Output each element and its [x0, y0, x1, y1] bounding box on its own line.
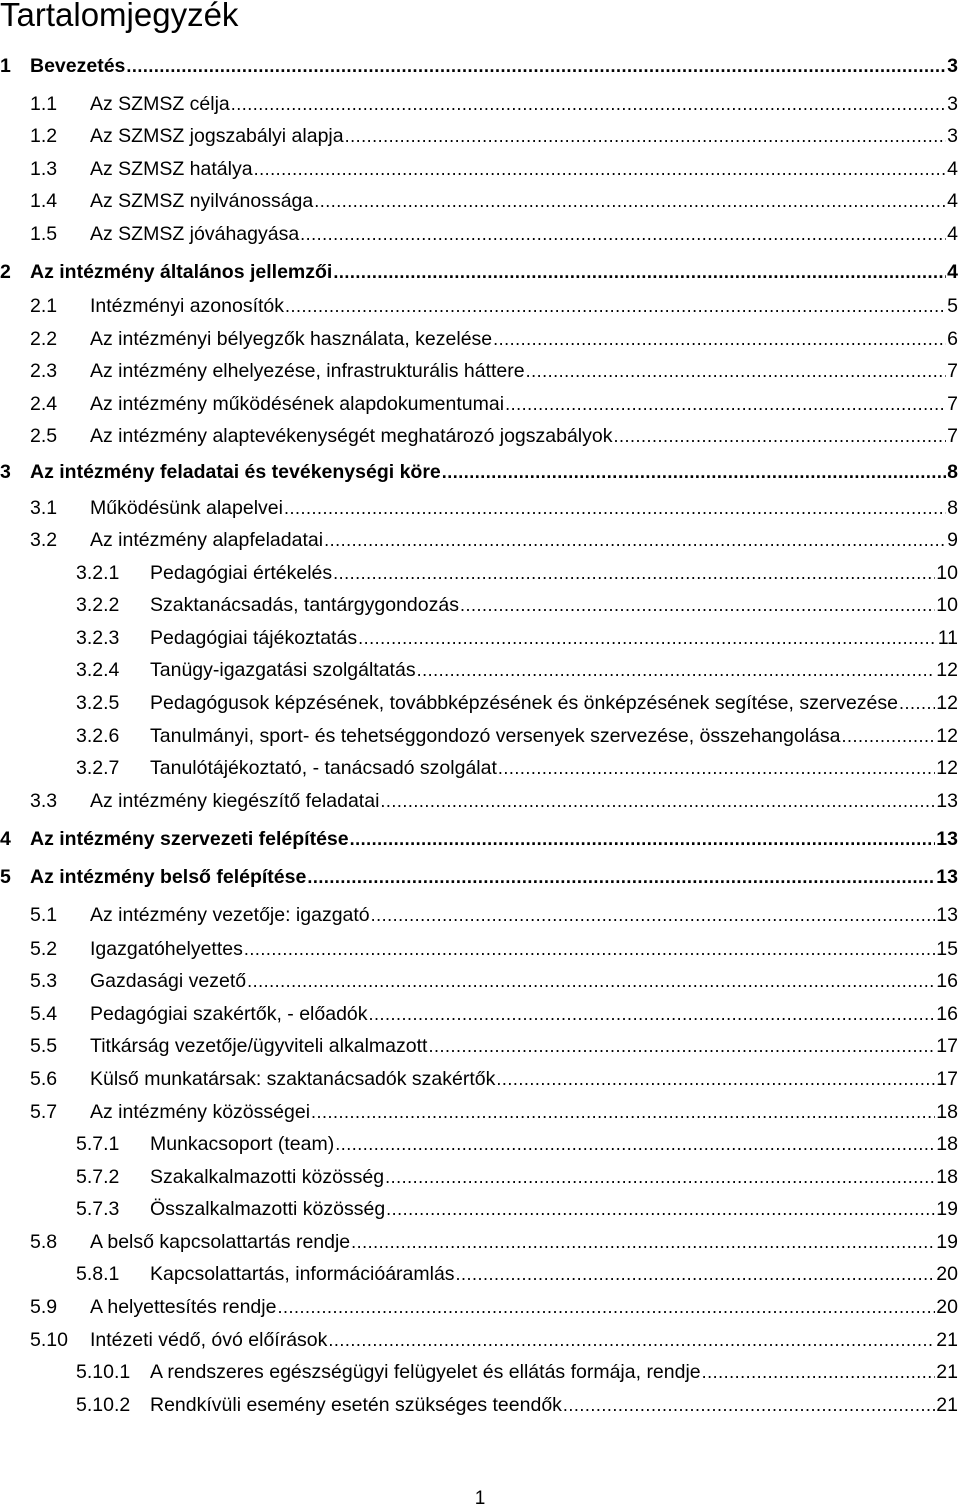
toc-dot-leader — [351, 1228, 935, 1256]
toc-dot-leader — [285, 292, 946, 320]
toc-entry-title: Az SZMSZ nyilvánossága — [90, 190, 314, 212]
toc-entry-number: 1.5 — [30, 223, 58, 245]
toc-dot-leader — [335, 1130, 935, 1158]
toc-entry-number: 1 — [0, 55, 11, 77]
toc-dot-leader — [460, 591, 935, 619]
toc-entry-number: 5 — [0, 866, 11, 888]
toc-entry-page: 12 — [936, 757, 958, 779]
toc-entry-number: 5.2 — [30, 938, 58, 960]
toc-dot-leader — [277, 1293, 935, 1321]
toc-entry[interactable] — [0, 458, 958, 486]
toc-dot-leader — [498, 754, 935, 782]
toc-entry[interactable] — [0, 754, 958, 782]
toc-entry-number: 5.3 — [30, 970, 58, 992]
toc-entry-number: 3.2.7 — [76, 757, 120, 779]
toc-entry-page: 9 — [947, 529, 958, 551]
toc-entry-number: 3.3 — [30, 790, 58, 812]
toc-entry[interactable] — [0, 292, 958, 320]
toc-entry[interactable] — [0, 624, 958, 652]
toc-entry-page: 17 — [936, 1035, 958, 1057]
toc-entry-page: 20 — [936, 1296, 958, 1318]
toc-entry-page: 18 — [936, 1101, 958, 1123]
toc-entry-title: Intézményi azonosítók — [90, 295, 285, 317]
toc-dot-leader — [244, 935, 935, 963]
toc-entry[interactable] — [0, 1098, 958, 1126]
toc-entry[interactable] — [0, 357, 958, 385]
toc-entry-title: Pedagógiai szakértők, - előadók — [90, 1003, 368, 1025]
toc-entry-page: 5 — [947, 295, 958, 317]
toc-entry[interactable] — [0, 187, 958, 215]
toc-entry[interactable] — [0, 220, 958, 248]
toc-entry-number: 5.10.2 — [76, 1394, 131, 1416]
toc-dot-leader — [333, 559, 935, 587]
toc-entry-page: 19 — [936, 1231, 958, 1253]
toc-entry[interactable] — [0, 967, 958, 995]
toc-entry[interactable] — [0, 656, 958, 684]
toc-entry-page: 21 — [936, 1361, 958, 1383]
toc-entry-number: 5.8.1 — [76, 1263, 120, 1285]
toc-entry-page: 13 — [936, 828, 958, 850]
toc-dot-leader — [300, 220, 946, 248]
toc-entry[interactable] — [0, 1163, 958, 1191]
toc-entry[interactable] — [0, 1130, 958, 1158]
toc-entry[interactable] — [0, 1000, 958, 1028]
toc-dot-leader — [314, 187, 946, 215]
toc-entry[interactable] — [0, 390, 958, 418]
toc-dot-leader — [380, 787, 935, 815]
toc-entry-number: 5.7.3 — [76, 1198, 120, 1220]
toc-entry-number: 1.4 — [30, 190, 58, 212]
toc-entry-title: Pedagógusok képzésének, továbbképzésének és önképzésének segítése, szervezése — [150, 692, 898, 714]
toc-entry[interactable] — [0, 1032, 958, 1060]
toc-entry[interactable] — [0, 1391, 958, 1419]
toc-entry[interactable] — [0, 1065, 958, 1093]
toc-dot-leader — [358, 624, 937, 652]
toc-entry-number: 5.6 — [30, 1068, 58, 1090]
toc-entry-page: 15 — [936, 938, 958, 960]
toc-dot-leader — [126, 52, 946, 80]
toc-entry-page: 4 — [947, 190, 958, 212]
toc-entry-title: Rendkívüli esemény esetén szükséges teendők — [150, 1394, 562, 1416]
toc-entry-number: 2.4 — [30, 393, 58, 415]
toc-entry-title: A rendszeres egészségügyi felügyelet és ellátás formája, rendje — [150, 1361, 701, 1383]
toc-entry-number: 3.2.5 — [76, 692, 120, 714]
toc-entry[interactable] — [0, 863, 958, 891]
page-title: Tartalomjegyzék — [0, 0, 239, 33]
toc-entry-title: Az SZMSZ célja — [90, 93, 230, 115]
toc-entry-number: 4 — [0, 828, 11, 850]
toc-entry-number: 5.7.1 — [76, 1133, 120, 1155]
toc-entry-number: 3.2.6 — [76, 725, 120, 747]
toc-entry-number: 2.3 — [30, 360, 58, 382]
toc-entry[interactable] — [0, 1326, 958, 1354]
toc-dot-leader — [231, 90, 946, 118]
toc-entry-page: 6 — [947, 328, 958, 350]
toc-entry-title: Munkacsoport (team) — [150, 1133, 335, 1155]
toc-entry-title: Kapcsolattartás, információáramlás — [150, 1263, 455, 1285]
toc-entry-title: Külső munkatársak: szaktanácsadók szakértők — [90, 1068, 496, 1090]
toc-dot-leader — [417, 656, 936, 684]
toc-entry-number: 3.2.4 — [76, 659, 120, 681]
toc-entry-title: Az intézmény általános jellemzői — [30, 261, 333, 283]
toc-dot-leader — [496, 1065, 935, 1093]
toc-entry-title: Bevezetés — [30, 55, 126, 77]
toc-entry-title: Gazdasági vezető — [90, 970, 247, 992]
toc-entry-page: 4 — [947, 158, 958, 180]
toc-entry-title: Az SZMSZ jogszabályi alapja — [90, 125, 344, 147]
toc-dot-leader — [247, 967, 935, 995]
toc-dot-leader — [345, 122, 947, 150]
toc-entry-title: Titkárság vezetője/ügyviteli alkalmazott — [90, 1035, 428, 1057]
toc-entry-number: 5.10.1 — [76, 1361, 131, 1383]
toc-entry-number: 3 — [0, 461, 11, 483]
toc-dot-leader — [386, 1195, 935, 1223]
toc-entry-page: 3 — [947, 55, 958, 77]
toc-entry-page: 18 — [936, 1166, 958, 1188]
toc-entry-number: 3.2 — [30, 529, 58, 551]
toc-entry-title: Az intézmény feladatai és tevékenységi köre — [30, 461, 441, 483]
toc-dot-leader — [442, 458, 946, 486]
toc-entry-page: 19 — [936, 1198, 958, 1220]
toc-entry-number: 5.7 — [30, 1101, 58, 1123]
toc-entry-page: 11 — [937, 627, 958, 649]
toc-entry[interactable] — [0, 559, 958, 587]
toc-dot-leader — [841, 722, 935, 750]
toc-entry-page: 4 — [947, 261, 958, 283]
toc-entry[interactable] — [0, 1260, 958, 1288]
toc-dot-leader — [328, 1326, 935, 1354]
toc-dot-leader — [311, 1098, 935, 1126]
toc-entry-page: 13 — [936, 904, 958, 926]
toc-dot-leader — [385, 1163, 935, 1191]
toc-entry-title: Az intézmény szervezeti felépítése — [30, 828, 349, 850]
toc-entry-page: 20 — [936, 1263, 958, 1285]
toc-entry[interactable] — [0, 901, 958, 929]
toc-entry-page: 3 — [947, 125, 958, 147]
toc-entry-number: 2.2 — [30, 328, 58, 350]
toc-dot-leader — [254, 155, 947, 183]
toc-entry-title: Az intézmény belső felépítése — [30, 866, 307, 888]
toc-entry-number: 3.1 — [30, 497, 58, 519]
toc-entry-page: 16 — [936, 970, 958, 992]
toc-entry-page: 12 — [936, 725, 958, 747]
toc-entry-number: 5.8 — [30, 1231, 58, 1253]
toc-dot-leader — [333, 258, 946, 286]
toc-entry-title: Az SZMSZ hatálya — [90, 158, 253, 180]
toc-entry[interactable] — [0, 494, 958, 522]
toc-entry-title: Az SZMSZ jóváhagyása — [90, 223, 300, 245]
toc-entry[interactable] — [0, 1293, 958, 1321]
toc-entry[interactable] — [0, 325, 958, 353]
toc-entry-title: Az intézmény alaptevékenységét meghatározó jogszabályok — [90, 425, 613, 447]
toc-entry-page: 3 — [947, 93, 958, 115]
toc-entry[interactable] — [0, 1358, 958, 1386]
toc-entry-title: Az intézmény közösségei — [90, 1101, 311, 1123]
toc-entry-number: 5.9 — [30, 1296, 58, 1318]
toc-entry[interactable] — [0, 122, 958, 150]
toc-dot-leader — [899, 689, 935, 717]
toc-entry-title: Igazgatóhelyettes — [90, 938, 243, 960]
toc-entry[interactable] — [0, 689, 958, 717]
toc-entry-title: Az intézmény alapfeladatai — [90, 529, 324, 551]
toc-entry[interactable] — [0, 155, 958, 183]
toc-entry-page: 12 — [936, 659, 958, 681]
toc-entry-page: 16 — [936, 1003, 958, 1025]
toc-entry-page: 12 — [936, 692, 958, 714]
toc-entry[interactable] — [0, 935, 958, 963]
toc-entry-number: 5.1 — [30, 904, 58, 926]
toc-dot-leader — [493, 325, 946, 353]
toc-entry-page: 10 — [936, 562, 958, 584]
toc-entry-title: Pedagógiai értékelés — [150, 562, 333, 584]
toc-entry-title: Szakalkalmazotti közösség — [150, 1166, 385, 1188]
toc-entry-page: 18 — [936, 1133, 958, 1155]
toc-entry-page: 8 — [947, 461, 958, 483]
toc-entry-number: 5.7.2 — [76, 1166, 120, 1188]
toc-entry-page: 8 — [947, 497, 958, 519]
toc-entry[interactable] — [0, 825, 958, 853]
toc-entry-number: 1.1 — [30, 93, 58, 115]
toc-entry-title: Az intézményi bélyegzők használata, kezelése — [90, 328, 493, 350]
toc-entry[interactable] — [0, 722, 958, 750]
toc-entry-title: Az intézmény kiegészítő feladatai — [90, 790, 380, 812]
toc-entry-title: Összalkalmazotti közösség — [150, 1198, 386, 1220]
toc-entry[interactable] — [0, 52, 958, 80]
toc-dot-leader — [307, 863, 935, 891]
toc-entry-title: Intézeti védő, óvó előírások — [90, 1329, 328, 1351]
toc-entry-number: 2.1 — [30, 295, 58, 317]
toc-entry-title: A helyettesítés rendje — [90, 1296, 277, 1318]
toc-entry[interactable] — [0, 258, 958, 286]
toc-dot-leader — [371, 901, 936, 929]
toc-entry[interactable] — [0, 1195, 958, 1223]
toc-entry-number: 3.2.3 — [76, 627, 120, 649]
toc-entry[interactable] — [0, 90, 958, 118]
toc-entry-number: 5.5 — [30, 1035, 58, 1057]
toc-entry-title: Az intézmény vezetője: igazgató — [90, 904, 370, 926]
toc-entry-title: Tanulótájékoztató, - tanácsadó szolgálat — [150, 757, 497, 779]
toc-entry-page: 21 — [936, 1394, 958, 1416]
toc-entry-title: Működésünk alapelvei — [90, 497, 283, 519]
page-number: 1 — [474, 1488, 486, 1509]
toc-dot-leader — [702, 1358, 936, 1386]
toc-entry-page: 13 — [936, 866, 958, 888]
toc-entry-page: 10 — [936, 594, 958, 616]
toc-dot-leader — [369, 1000, 936, 1028]
toc-entry-number: 2.5 — [30, 425, 58, 447]
toc-entry-number: 2 — [0, 261, 11, 283]
toc-entry[interactable] — [0, 1228, 958, 1256]
toc-entry-number: 1.3 — [30, 158, 58, 180]
toc-entry-title: Az intézmény elhelyezése, infrastrukturális háttere — [90, 360, 525, 382]
toc-entry-title: Pedagógiai tájékoztatás — [150, 627, 358, 649]
toc-entry[interactable] — [0, 591, 958, 619]
toc-entry-number: 3.2.1 — [76, 562, 120, 584]
toc-entry-page: 4 — [947, 223, 958, 245]
toc-entry-title: Az intézmény működésének alapdokumentumai — [90, 393, 505, 415]
toc-entry-page: 17 — [936, 1068, 958, 1090]
toc-entry-page: 7 — [947, 425, 958, 447]
toc-dot-leader — [563, 1391, 935, 1419]
toc-entry-number: 5.4 — [30, 1003, 58, 1025]
toc-entry-title: A belső kapcsolattartás rendje — [90, 1231, 351, 1253]
toc-entry-title: Szaktanácsadás, tantárgygondozás — [150, 594, 459, 616]
toc-entry-page: 7 — [947, 393, 958, 415]
toc-dot-leader — [284, 494, 946, 522]
toc-entry-page: 13 — [936, 790, 958, 812]
toc-entry[interactable] — [0, 787, 958, 815]
toc-entry-title: Tanulmányi, sport- és tehetséggondozó versenyek szervezése, összehangolása — [150, 725, 841, 747]
toc-entry[interactable] — [0, 526, 958, 554]
toc-dot-leader — [613, 422, 946, 450]
toc-entry-title: Tanügy-igazgatási szolgáltatás — [150, 659, 416, 681]
toc-dot-leader — [324, 526, 946, 554]
toc-entry-number: 1.2 — [30, 125, 58, 147]
toc-entry-number: 5.10 — [30, 1329, 68, 1351]
toc-entry-page: 21 — [936, 1329, 958, 1351]
toc-dot-leader — [526, 357, 947, 385]
toc-dot-leader — [428, 1032, 935, 1060]
toc-dot-leader — [456, 1260, 936, 1288]
toc-entry-page: 7 — [947, 360, 958, 382]
toc-dot-leader — [505, 390, 946, 418]
toc-entry-number: 3.2.2 — [76, 594, 120, 616]
toc-entry[interactable] — [0, 422, 958, 450]
toc-dot-leader — [350, 825, 936, 853]
